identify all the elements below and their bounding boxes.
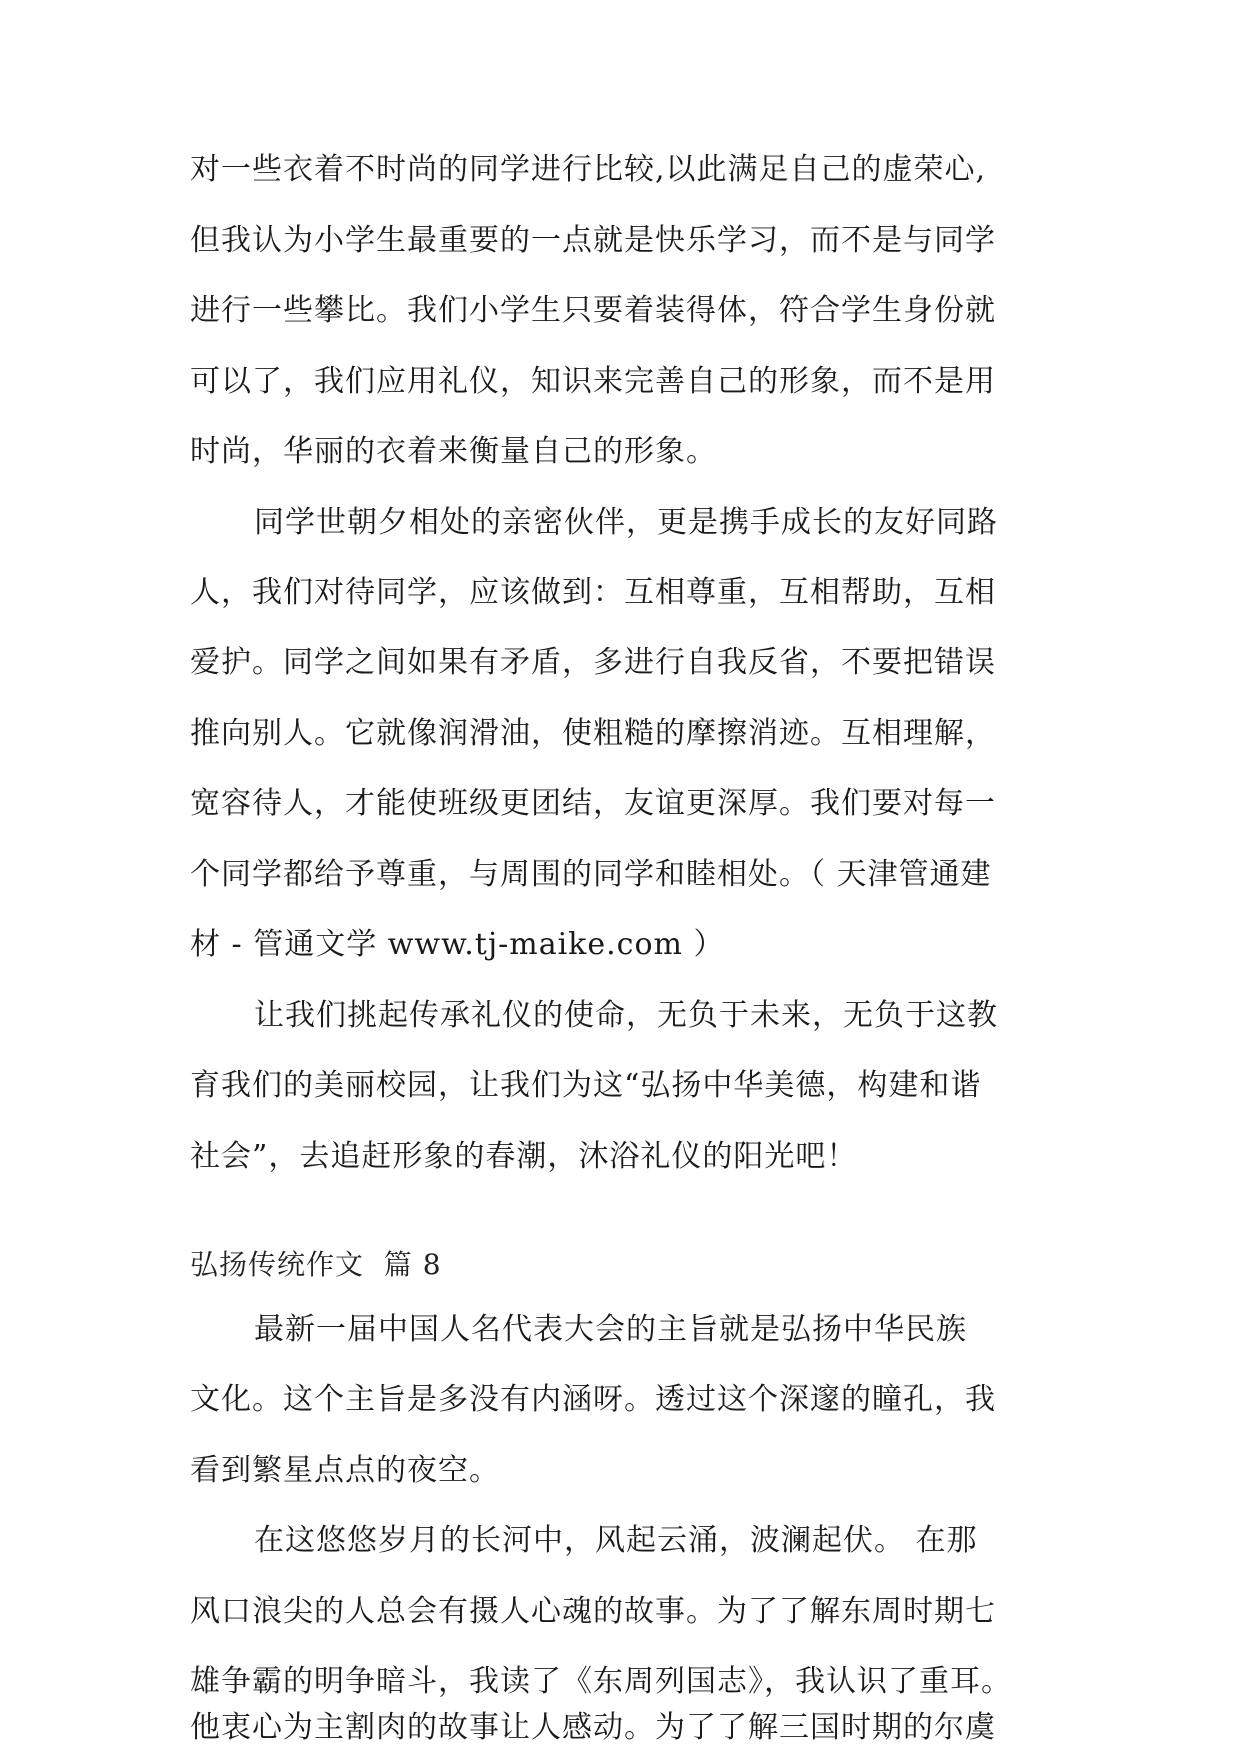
text-line: 时尚，华丽的衣着来衡量自己的形象。 — [190, 434, 717, 469]
text-line: 宽容待人，才能使班级更团结，友谊更深厚。我们要对每一 — [190, 786, 996, 821]
text-line: 人，我们对待同学，应该做到：互相尊重，互相帮助，互相 — [190, 575, 996, 610]
text-line: 材 - 管通文学 www.tj-maike.com ） — [190, 927, 725, 962]
text-line: 文化。这个主旨是多没有内涵呀。透过这个深邃的瞳孔，我 — [190, 1382, 996, 1417]
text-line: 在这悠悠岁月的长河中，风起云涌，波澜起伏。 在那 — [254, 1523, 978, 1558]
text-line: 看到繁星点点的夜空。 — [190, 1453, 500, 1488]
text-line: 对一些衣着不时尚的同学进行比较,以此满足自己的虚荣心, — [190, 152, 987, 187]
text-line: 爱护。同学之间如果有矛盾，多进行自我反省，不要把错误 — [190, 645, 996, 680]
section-heading: 弘扬传统作文 篇 8 — [190, 1248, 442, 1281]
text-line: 最新一届中国人名代表大会的主旨就是弘扬中华民族 — [254, 1312, 967, 1347]
text-line: 风口浪尖的人总会有摄人心魂的故事。为了了解东周时期七 — [190, 1594, 996, 1629]
text-line: 让我们挑起传承礼仪的使命，无负于未来，无负于这教 — [254, 998, 998, 1033]
text-line: 个同学都给予尊重，与周围的同学和睦相处。（ 天津管通建 — [190, 857, 992, 892]
text-line: 但我认为小学生最重要的一点就是快乐学习，而不是与同学 — [190, 223, 996, 258]
text-line: 他衷心为主割肉的故事让人感动。为了了解三国时期的尔虞 — [190, 1710, 996, 1745]
text-line: 同学世朝夕相处的亲密伙伴，更是携手成长的友好同路 — [254, 505, 998, 540]
text-line: 进行一些攀比。我们小学生只要着装得体，符合学生身份就 — [190, 293, 996, 328]
text-line: 可以了，我们应用礼仪，知识来完善自己的形象，而不是用 — [190, 364, 996, 399]
text-line: 推向别人。它就像润滑油，使粗糙的摩擦消迹。互相理解， — [190, 716, 996, 751]
text-line: 社会”，去追赶形象的春潮，沐浴礼仪的阳光吧！ — [190, 1139, 858, 1174]
text-line: 育我们的美丽校园，让我们为这“弘扬中华美德，构建和谐 — [190, 1068, 982, 1103]
text-line: 雄争霸的明争暗斗，我读了《东周列国志》，我认识了重耳。 — [190, 1664, 1012, 1699]
